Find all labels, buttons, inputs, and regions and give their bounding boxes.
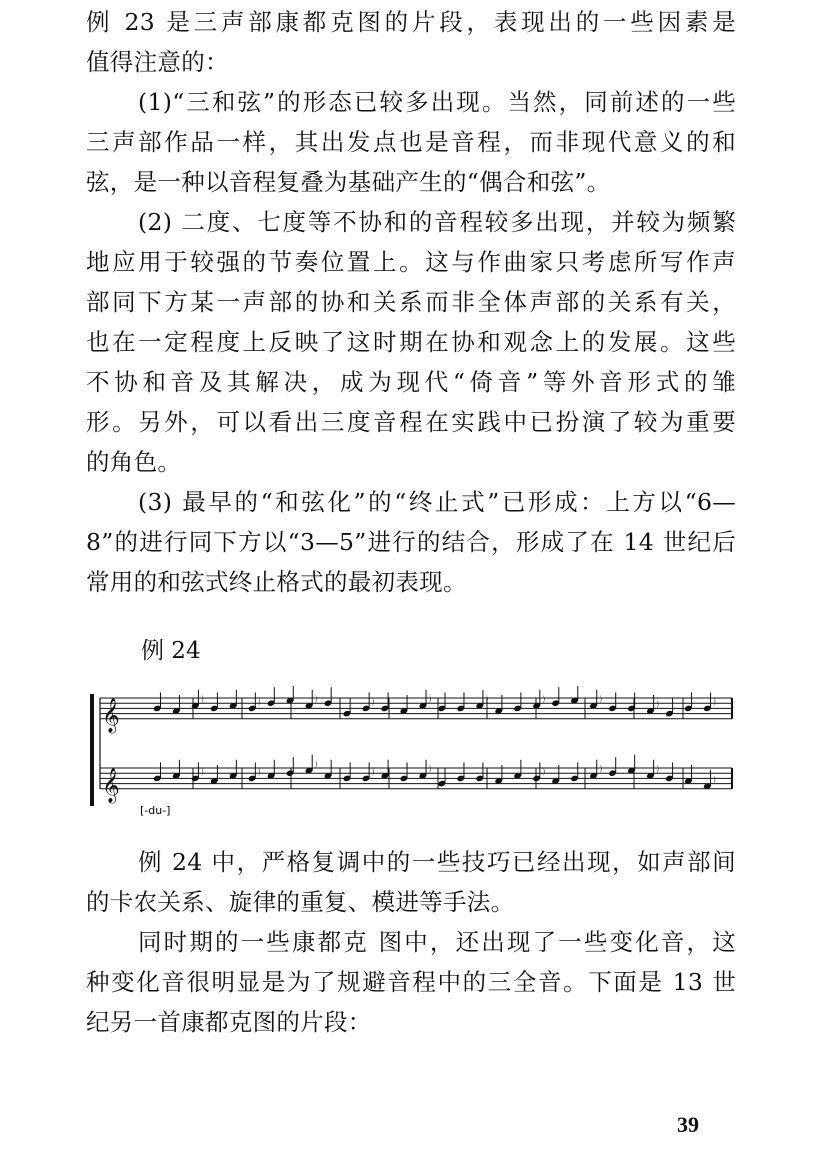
paragraph-line: 形。另外，可以看出三度音程在实践中已扮演了较为重要 bbox=[86, 408, 736, 436]
paragraph-line: 三声部作品一样，其出发点也是音程，而非现代意义的和 bbox=[86, 128, 736, 156]
rest-icon bbox=[372, 697, 374, 706]
rest-icon bbox=[656, 765, 658, 774]
paragraph-line: 8”的进行同下方以“3—5”进行的结合，形成了在 14 世纪后 bbox=[86, 528, 736, 556]
paragraph-line: 常用的和弦式终止格式的最初表现。 bbox=[86, 568, 467, 596]
text-block-bottom bbox=[86, 842, 736, 1042]
text-block-top bbox=[86, 2, 736, 602]
rest-icon bbox=[201, 695, 203, 704]
paragraph-line: 的卡农关系、旋律的重复、模进等手法。 bbox=[86, 888, 515, 916]
paragraph-line: 种变化音很明显是为了规避音程中的三全音。下面是 13 世 bbox=[86, 968, 736, 996]
rest-icon bbox=[543, 695, 545, 704]
rest-icon bbox=[429, 695, 431, 704]
rest-icon bbox=[201, 767, 203, 776]
page-number: 39 bbox=[677, 1112, 699, 1137]
paragraph-line: (2) 二度、七度等不协和的音程较多出现，并较为频繁 bbox=[138, 208, 736, 236]
rest-icon bbox=[713, 775, 715, 784]
paragraph-line: (3) 最早的“和弦化”的“终止式”已形成：上方以“6— bbox=[138, 488, 736, 516]
rest-icon bbox=[600, 765, 602, 774]
rest-icon bbox=[315, 760, 317, 769]
paragraph-line: 不协和音及其解决，成为现代“倚音”等外音形式的雏 bbox=[86, 368, 736, 396]
paragraph-line: 例 24 中，严格复调中的一些技巧已经出现，如声部间 bbox=[138, 848, 736, 876]
paragraph-line: 例 23 是三声部康都克图的片段，表现出的一些因素是 bbox=[86, 8, 736, 36]
rest-icon bbox=[372, 767, 374, 776]
rest-icon bbox=[258, 697, 260, 706]
rest-icon bbox=[315, 695, 317, 704]
paragraph-line: 同时期的一些康都克 图中，还出现了一些变化音，这 bbox=[138, 928, 736, 956]
music-score bbox=[86, 686, 736, 818]
paragraph-line: 纪另一首康都克图的片段： bbox=[86, 1008, 372, 1036]
paragraph-line: 值得注意的： bbox=[86, 48, 229, 76]
rest-icon bbox=[258, 767, 260, 776]
rest-icon bbox=[713, 697, 715, 706]
paragraph-line: 部同下方某一声部的协和关系而非全体声部的关系有关， bbox=[86, 288, 736, 316]
example-label: 例 24 bbox=[141, 638, 201, 664]
paragraph-line: 弦，是一种以音程复叠为基础产生的“偶合和弦”。 bbox=[86, 168, 611, 196]
paragraph-line: 地应用于较强的节奏位置上。这与作曲家只考虑所写作声 bbox=[86, 248, 736, 276]
rest-icon bbox=[429, 765, 431, 774]
rest-icon bbox=[543, 767, 545, 776]
rest-icon bbox=[656, 700, 658, 709]
system-bracket bbox=[90, 694, 94, 806]
rest-icon bbox=[600, 695, 602, 704]
paragraph-line: (1)“三和弦”的形态已较多出现。当然，同前述的一些 bbox=[138, 88, 736, 116]
treble-clef-icon: 𝄞 bbox=[102, 767, 120, 803]
paragraph-line: 的角色。 bbox=[86, 448, 182, 476]
paragraph-line: 也在一定程度上反映了这时期在协和观念上的发展。这些 bbox=[86, 328, 736, 356]
lyric-label: [-du-] bbox=[140, 804, 171, 817]
score-system bbox=[90, 686, 732, 806]
treble-clef-icon: 𝄞 bbox=[102, 697, 120, 733]
